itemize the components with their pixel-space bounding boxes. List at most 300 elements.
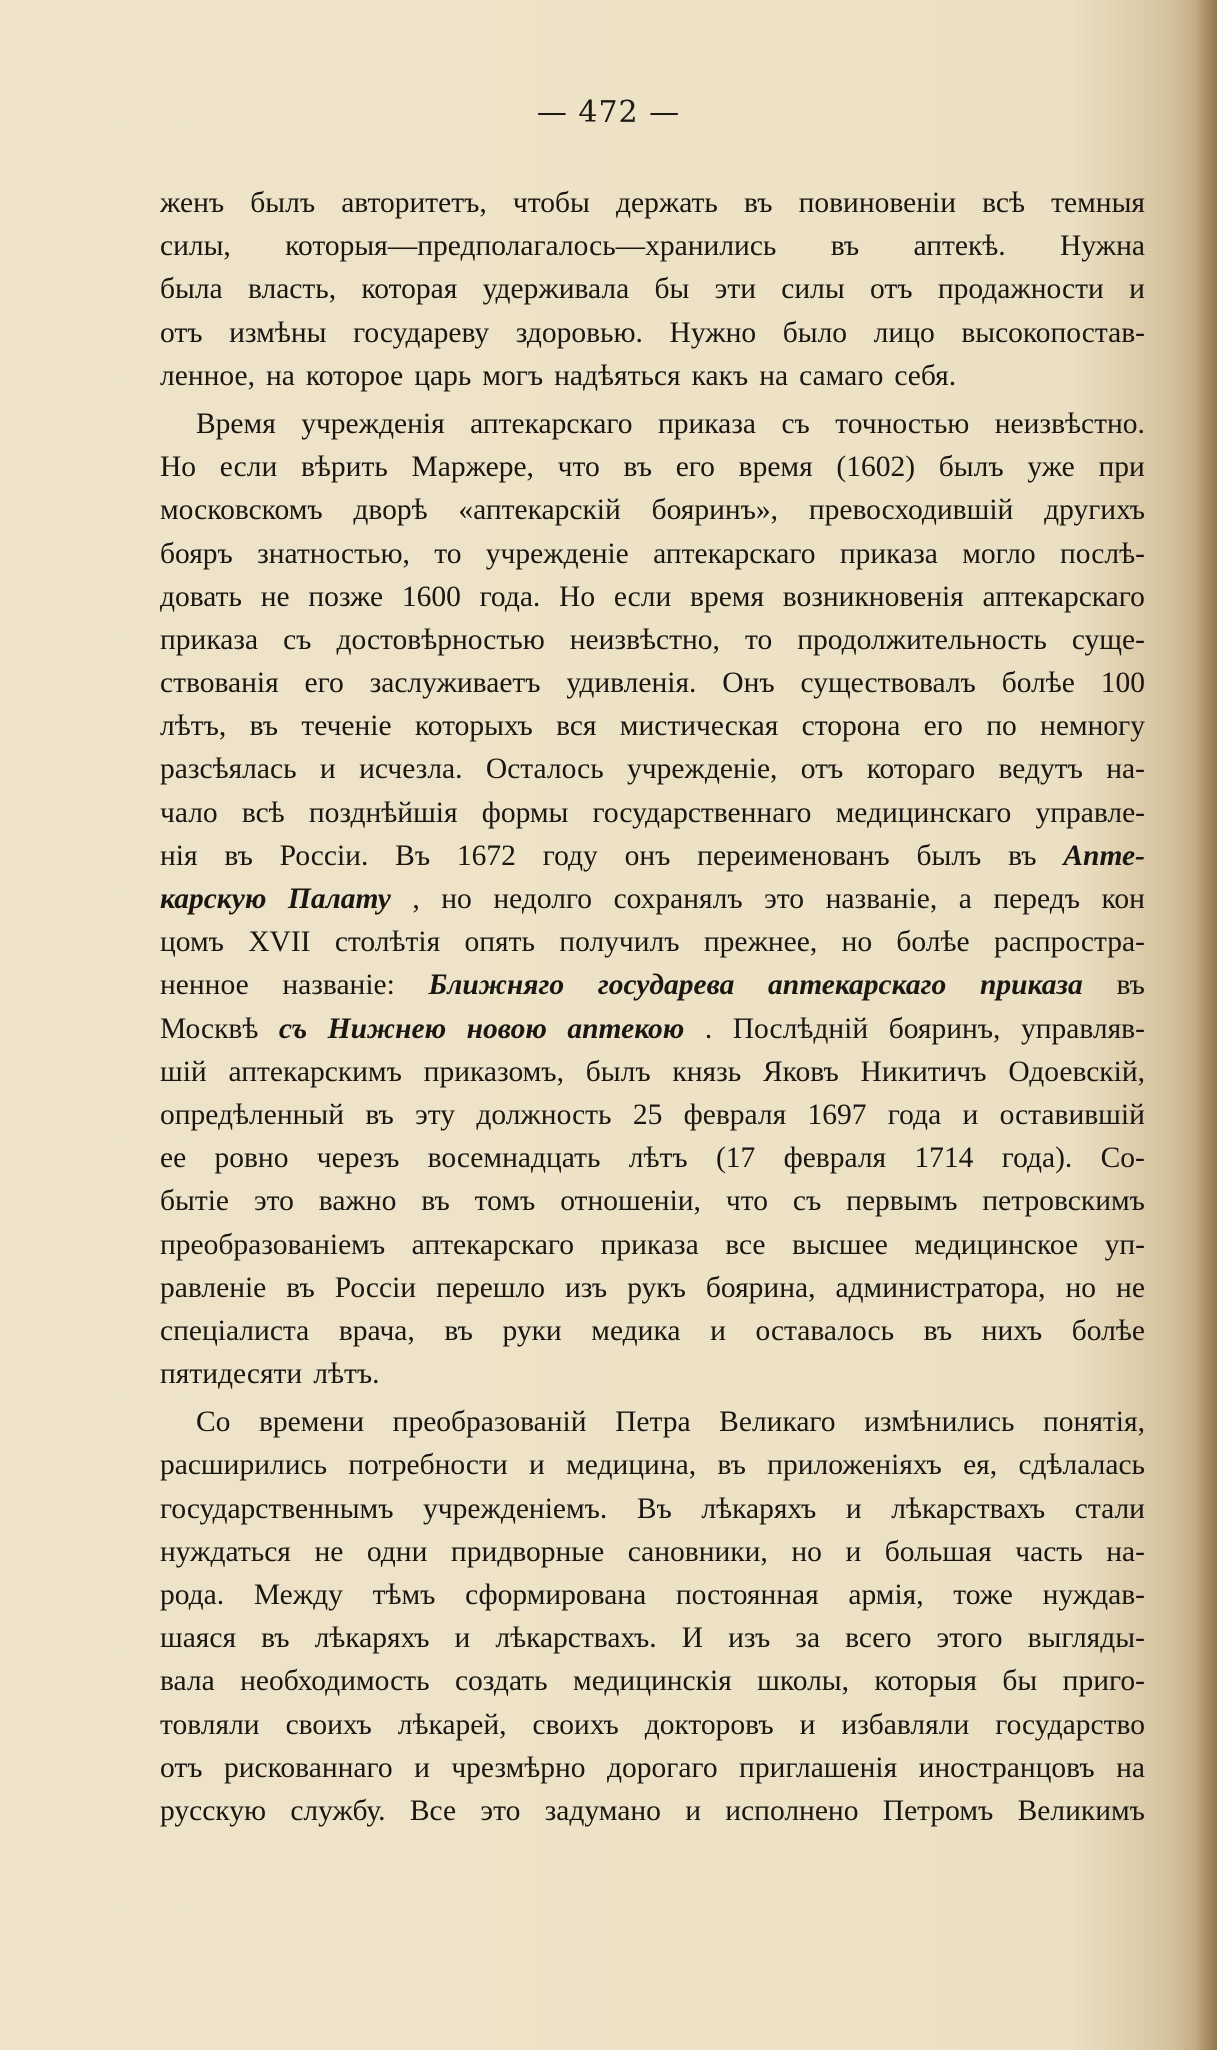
word: ,: [412, 883, 420, 915]
word: Одоевскій,: [1008, 1055, 1145, 1088]
word: рода.: [160, 1579, 225, 1611]
word: то: [744, 623, 773, 656]
word: могло: [962, 537, 1036, 570]
word: ствованія: [160, 667, 279, 700]
word: .: [704, 1012, 713, 1045]
word: неизвѣстно,: [569, 623, 720, 656]
word: Но: [559, 580, 596, 613]
word: которыхъ: [414, 710, 533, 743]
word: лѣтъ.: [313, 1358, 380, 1391]
word: позже: [308, 580, 384, 613]
word: лѣтъ: [628, 1142, 688, 1175]
word: тѣмъ: [372, 1579, 436, 1611]
word: суще-: [1071, 623, 1145, 656]
word: года: [887, 1098, 942, 1131]
word: цомъ: [160, 926, 224, 959]
word: И: [681, 1622, 704, 1655]
text-line: [160, 748, 1145, 791]
word: лѣкарствахъ: [891, 1492, 1046, 1525]
word: былъ: [250, 187, 316, 219]
word: бы: [654, 273, 690, 306]
text-line: [160, 489, 1145, 532]
word: здоровью.: [515, 316, 643, 349]
word: шій: [160, 1055, 207, 1088]
word: прежнее,: [703, 926, 818, 959]
word: Москвѣ: [160, 1012, 259, 1045]
word: медицинскаго: [835, 796, 1012, 829]
italic-word: аптекарскаго: [768, 969, 947, 1002]
word: учрежденія: [301, 407, 445, 440]
word: что: [725, 1185, 768, 1218]
word: изъ: [564, 1271, 608, 1304]
word: вся: [556, 710, 597, 743]
word: государственнымъ: [160, 1492, 394, 1525]
word: въ: [923, 1314, 953, 1347]
text-line: [160, 1401, 1145, 1444]
word: котораго: [866, 753, 976, 786]
word: рукъ: [627, 1271, 686, 1304]
word: лѣтъ,: [160, 710, 227, 743]
italic-word: карскую: [160, 883, 267, 915]
word: уп-: [1104, 1228, 1145, 1261]
word: Со: [196, 1406, 231, 1439]
word: возникновенія: [782, 580, 964, 613]
word: потребности: [348, 1449, 508, 1482]
word: передъ: [993, 883, 1080, 915]
word: которыя—предполагалось—хранились: [285, 230, 777, 263]
word: всѣ: [241, 796, 285, 829]
word: Петромъ: [882, 1794, 994, 1827]
word: лицо: [873, 316, 935, 349]
italic-word: государева: [597, 969, 735, 1002]
word: на-: [1106, 753, 1145, 786]
word: если: [219, 451, 278, 484]
word: не: [1116, 1271, 1145, 1304]
word: отношеніи,: [560, 1185, 701, 1218]
word: государство: [995, 1708, 1145, 1741]
word: вала: [160, 1665, 215, 1698]
word: получилъ: [559, 926, 680, 959]
word: названіе,: [825, 883, 938, 915]
word: придворные: [450, 1535, 605, 1568]
text-line: [160, 1051, 1145, 1094]
word: измѣнились: [864, 1406, 1015, 1439]
word: Маржере,: [411, 451, 534, 484]
word: бояръ: [160, 537, 233, 570]
word: Никитичъ: [860, 1055, 987, 1088]
word: съ: [792, 1185, 822, 1218]
word: лѣкарей,: [397, 1708, 507, 1741]
word: но: [791, 1535, 822, 1568]
word: и: [685, 1794, 701, 1827]
word: Въ: [395, 839, 431, 872]
word: лѣкаряхъ: [314, 1622, 430, 1655]
text-line: [160, 446, 1145, 489]
word: знатностью,: [257, 537, 410, 570]
word: аптекѣ.: [913, 230, 1006, 263]
word: аптекарскаго: [982, 580, 1145, 613]
word: чтобы: [512, 187, 590, 219]
word: это: [480, 1794, 521, 1827]
italic-word: Палату: [287, 883, 391, 915]
word: довать: [160, 580, 242, 613]
word: бояринъ,: [888, 1012, 1001, 1045]
word: болѣе: [1001, 667, 1075, 700]
word: 100: [1100, 667, 1145, 700]
word: управляв-: [1020, 1012, 1145, 1045]
word: дворѣ: [353, 494, 428, 527]
word: все: [725, 1228, 766, 1261]
text-line: [160, 403, 1145, 446]
word: болѣе: [1071, 1314, 1145, 1347]
word: 1714: [914, 1142, 974, 1175]
word: заслуживаетъ: [369, 667, 541, 700]
word: исчезла.: [359, 753, 463, 786]
word: боярина,: [705, 1271, 816, 1304]
word: учрежденіе,: [627, 753, 778, 786]
word: на: [1116, 1751, 1145, 1784]
word: удерживала: [482, 273, 630, 306]
word: понятія,: [1043, 1406, 1145, 1439]
word: ее: [160, 1142, 187, 1175]
word: государеву: [353, 316, 490, 349]
word: необходимость: [240, 1665, 430, 1698]
italic-word: Апте-: [1063, 839, 1145, 872]
word: восемнадцать: [427, 1142, 601, 1175]
word: кон: [1101, 883, 1145, 915]
word: оставалось: [755, 1314, 895, 1347]
word: власть,: [247, 273, 337, 306]
word: учрежденіемъ.: [423, 1492, 608, 1525]
word: не: [314, 1535, 344, 1568]
word: за: [795, 1622, 821, 1655]
word: Между: [253, 1579, 343, 1611]
word: и: [319, 753, 336, 786]
word: не: [260, 580, 290, 613]
word: и: [414, 1751, 430, 1784]
word: бояринъ»,: [651, 494, 779, 527]
text-line: [160, 1574, 1145, 1617]
word: Яковъ: [763, 1055, 839, 1088]
word: постоянная: [675, 1579, 819, 1611]
word: былъ: [585, 1055, 651, 1088]
text-line: [160, 1008, 1145, 1051]
word: и: [710, 1314, 726, 1347]
text-line: [160, 1224, 1145, 1267]
italic-word: съ: [278, 1012, 308, 1045]
word: но: [1065, 1271, 1097, 1304]
word: года).: [1001, 1142, 1073, 1175]
word: при: [1098, 451, 1145, 484]
body-text: [160, 182, 1145, 1833]
text-line: [160, 1790, 1145, 1833]
word: аптекарскаго: [470, 407, 633, 440]
text-line: [160, 1747, 1145, 1790]
word: февраля: [783, 1142, 887, 1175]
word: мистическая: [619, 710, 779, 743]
text-line: [160, 1094, 1145, 1137]
word: это: [253, 1185, 294, 1218]
word: приго-: [1062, 1665, 1145, 1698]
word: своихъ: [532, 1708, 619, 1741]
word: и: [1129, 273, 1145, 306]
word: своихъ: [285, 1708, 372, 1741]
word: перешло: [436, 1271, 545, 1304]
text-line: [160, 662, 1145, 705]
word: была: [160, 273, 223, 306]
word: иностранцовъ: [918, 1751, 1095, 1784]
word: было: [782, 316, 848, 349]
word: равленіе: [160, 1271, 267, 1304]
word: стали: [1074, 1492, 1145, 1525]
word: теченіе: [301, 710, 392, 743]
text-line: [160, 921, 1145, 964]
word: (1602): [836, 451, 916, 484]
word: нихъ: [981, 1314, 1043, 1347]
word: задумано: [544, 1794, 661, 1827]
word: въ: [744, 187, 773, 219]
word: превосходившій: [808, 494, 1014, 527]
word: продолжительность: [797, 623, 1047, 656]
word: продажности: [937, 273, 1104, 306]
word: руки: [502, 1314, 562, 1347]
word: женъ: [160, 187, 225, 219]
word: самаго: [799, 359, 884, 392]
word: Нужно: [669, 316, 757, 349]
italic-word: новою: [466, 1012, 547, 1045]
word: школы,: [757, 1665, 849, 1698]
word: тоже: [953, 1579, 1013, 1611]
word: на: [759, 359, 789, 392]
word: послѣ-: [1060, 537, 1145, 570]
word: рискованнаго: [223, 1751, 393, 1784]
text-line: [160, 1353, 1145, 1396]
word: но: [841, 926, 873, 959]
word: первымъ: [846, 1185, 958, 1218]
word: ровно: [214, 1142, 289, 1175]
text-line: [160, 1444, 1145, 1487]
word: въ: [1008, 839, 1037, 872]
word: которыя: [874, 1665, 977, 1698]
word: Осталось: [485, 753, 604, 786]
word: другихъ: [1044, 494, 1145, 527]
word: время: [690, 580, 765, 613]
word: часть: [1015, 1535, 1083, 1568]
word: и: [962, 1098, 979, 1131]
word: названіе:: [282, 969, 395, 1002]
word: переименованъ: [697, 839, 890, 872]
word: опять: [464, 926, 535, 959]
word: Петра: [615, 1406, 691, 1439]
word: года.: [479, 580, 541, 613]
word: неизвѣстно.: [994, 407, 1145, 440]
word: если: [613, 580, 672, 613]
word: шаяся: [160, 1622, 237, 1655]
word: которая: [361, 273, 458, 306]
word: авторитетъ,: [341, 187, 487, 219]
text-line: [160, 312, 1145, 355]
word: государственнаго: [592, 796, 812, 829]
word: это: [764, 883, 805, 915]
word: Россіи.: [279, 839, 369, 872]
word: приказа: [600, 1228, 699, 1261]
word: эту: [415, 1098, 456, 1131]
word: томъ: [474, 1185, 536, 1218]
text-line: [160, 964, 1145, 1007]
word: сановники,: [627, 1535, 768, 1568]
italic-word: приказа: [979, 969, 1083, 1002]
word: вѣрить: [300, 451, 388, 484]
word: болѣе: [896, 926, 970, 959]
word: выгляды-: [1027, 1622, 1145, 1655]
text-line: [160, 1617, 1145, 1660]
italic-word: аптекою: [567, 1012, 685, 1045]
word: въ: [444, 1314, 473, 1347]
word: избавляли: [841, 1708, 970, 1741]
word: Время: [196, 407, 276, 440]
word: сохранялъ: [613, 883, 743, 915]
word: которое: [305, 359, 404, 392]
text-line: [160, 619, 1145, 662]
word: держать: [615, 187, 718, 219]
text-line: [160, 792, 1145, 835]
word: всего: [845, 1622, 912, 1655]
word: сдѣлалась: [1018, 1449, 1145, 1482]
word: одни: [366, 1535, 428, 1568]
text-line: [160, 878, 1145, 921]
word: расширились: [160, 1449, 328, 1482]
word: существовалъ: [800, 667, 976, 700]
word: сформирована: [465, 1579, 647, 1611]
word: что: [557, 451, 600, 484]
word: черезъ: [316, 1142, 400, 1175]
word: должность: [476, 1098, 612, 1131]
word: Россіи: [334, 1271, 417, 1304]
word: 1600: [401, 580, 461, 613]
word: въ: [249, 710, 279, 743]
text-line: [160, 268, 1145, 311]
word: медика: [591, 1314, 681, 1347]
word: въ: [1116, 969, 1145, 1002]
word: ленное,: [160, 359, 255, 392]
word: формы: [481, 796, 569, 829]
word: аптекарскаго: [653, 537, 816, 570]
word: Великаго: [719, 1406, 836, 1439]
word: въ: [830, 230, 860, 263]
word: лѣкарствахъ.: [495, 1622, 657, 1655]
word: силы: [781, 273, 845, 306]
word: удивленія.: [566, 667, 697, 700]
word: измѣны: [229, 316, 327, 349]
word: этого: [936, 1622, 1003, 1655]
word: позднѣйшія: [308, 796, 458, 829]
text-line: [160, 182, 1145, 225]
word: уже: [1027, 451, 1075, 484]
word: и: [845, 1535, 862, 1568]
word: но: [441, 883, 472, 915]
word: его: [675, 451, 715, 484]
word: «аптекарскій: [458, 494, 621, 527]
word: 1672: [456, 839, 516, 872]
word: разсѣялась: [160, 753, 297, 786]
word: и: [454, 1622, 471, 1655]
text-line: [160, 705, 1145, 748]
text-line: [160, 1531, 1145, 1574]
word: оставившій: [999, 1098, 1145, 1131]
word: себя.: [894, 359, 957, 392]
text-line: [160, 1310, 1145, 1353]
word: надѣяться: [554, 359, 681, 392]
word: недолго: [493, 883, 593, 915]
word: столѣтія: [334, 926, 441, 959]
word: времени: [259, 1406, 365, 1439]
word: учрежденіе: [485, 537, 629, 570]
word: точностью: [835, 407, 970, 440]
word: его: [923, 710, 963, 743]
word: бы: [1002, 1665, 1038, 1698]
word: нуждав-: [1042, 1579, 1145, 1611]
text-line: [160, 1488, 1145, 1531]
word: отъ: [160, 316, 203, 349]
word: съ: [283, 623, 312, 656]
word: темныя: [1051, 187, 1145, 219]
word: товляли: [160, 1708, 260, 1741]
word: службу.: [290, 1794, 386, 1827]
word: князь: [672, 1055, 742, 1088]
word: царь: [414, 359, 472, 392]
word: въ: [421, 1185, 450, 1218]
word: и: [799, 1708, 816, 1741]
word: всѣ: [982, 187, 1026, 219]
word: на: [265, 359, 295, 392]
word: высокопостав-: [961, 316, 1145, 349]
word: русскую: [160, 1794, 267, 1827]
word: Онъ: [722, 667, 775, 700]
word: былъ: [916, 839, 982, 872]
word: сторона: [801, 710, 901, 743]
word: приложеніяхъ: [767, 1449, 942, 1482]
word: исполнено: [725, 1794, 859, 1827]
word: ведутъ: [998, 753, 1083, 786]
word: изъ: [728, 1622, 771, 1655]
word: аптекарскимъ: [228, 1055, 402, 1088]
word: приглашенія: [739, 1751, 898, 1784]
word: ненное: [160, 969, 249, 1002]
word: могъ: [482, 359, 544, 392]
word: дорогаго: [607, 1751, 718, 1784]
word: чало: [160, 796, 218, 829]
word: врача,: [338, 1314, 415, 1347]
word: а: [958, 883, 972, 915]
word: Въ: [636, 1492, 672, 1525]
word: приказа: [160, 623, 259, 656]
word: Нужна: [1060, 230, 1145, 263]
word: въ: [623, 451, 652, 484]
word: нуждаться: [160, 1535, 291, 1568]
italic-word: Ближняго: [428, 969, 565, 1002]
text-line: [160, 1704, 1145, 1747]
word: въ: [261, 1622, 290, 1655]
word: то: [434, 537, 462, 570]
word: 25: [632, 1098, 663, 1131]
word: въ: [286, 1271, 315, 1304]
word: приказомъ,: [423, 1055, 564, 1088]
word: по: [986, 710, 1017, 743]
word: чрезмѣрно: [451, 1751, 586, 1784]
word: (17: [715, 1142, 756, 1175]
word: управле-: [1035, 796, 1145, 829]
word: съ: [781, 407, 810, 440]
